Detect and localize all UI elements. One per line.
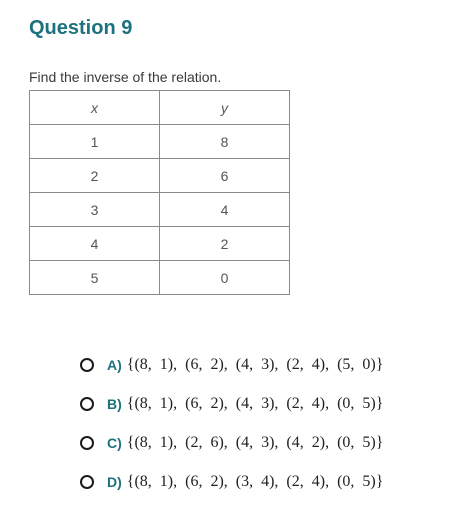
- choice-letter: C): [107, 434, 122, 451]
- choice-text: {(8, 1), (6, 2), (3, 4), (2, 4), (0, 5)}: [126, 472, 384, 490]
- choice-text: {(8, 1), (6, 2), (4, 3), (2, 4), (0, 5)}: [126, 394, 384, 412]
- table-header-row: [30, 91, 290, 125]
- question-prompt: Find the inverse of the relation.: [29, 69, 222, 85]
- table-row: [30, 261, 290, 295]
- table-cell-y: 8: [160, 125, 290, 159]
- column-header-x: x: [30, 91, 160, 125]
- choice-text: {(8, 1), (2, 6), (4, 3), (4, 2), (0, 5)}: [126, 433, 384, 451]
- radio-button-c[interactable]: [80, 436, 94, 450]
- relation-table: [29, 90, 290, 295]
- table-cell-x: 5: [30, 261, 160, 295]
- table-row: [30, 227, 290, 261]
- question-title: Question 9: [29, 17, 133, 39]
- table-cell-x: 1: [30, 125, 160, 159]
- table-row: [30, 159, 290, 193]
- table-cell-y: 2: [160, 227, 290, 261]
- table-row: [30, 125, 290, 159]
- choice-b[interactable]: [80, 384, 460, 423]
- table-cell-y: 0: [160, 261, 290, 295]
- choice-text: {(8, 1), (6, 2), (4, 3), (2, 4), (5, 0)}: [126, 355, 384, 373]
- radio-button-b[interactable]: [80, 397, 94, 411]
- table-row: [30, 193, 290, 227]
- choice-a[interactable]: [80, 345, 460, 384]
- table-cell-y: 6: [160, 159, 290, 193]
- choice-c[interactable]: [80, 423, 460, 462]
- table-cell-x: 4: [30, 227, 160, 261]
- answer-choices: [80, 345, 460, 501]
- table-cell-x: 3: [30, 193, 160, 227]
- radio-button-d[interactable]: [80, 475, 94, 489]
- choice-letter: D): [107, 473, 122, 490]
- radio-button-a[interactable]: [80, 358, 94, 372]
- choice-letter: B): [107, 395, 122, 412]
- column-header-y: y: [160, 91, 290, 125]
- choice-letter: A): [107, 356, 122, 373]
- table-cell-y: 4: [160, 193, 290, 227]
- table-cell-x: 2: [30, 159, 160, 193]
- choice-d[interactable]: [80, 462, 460, 501]
